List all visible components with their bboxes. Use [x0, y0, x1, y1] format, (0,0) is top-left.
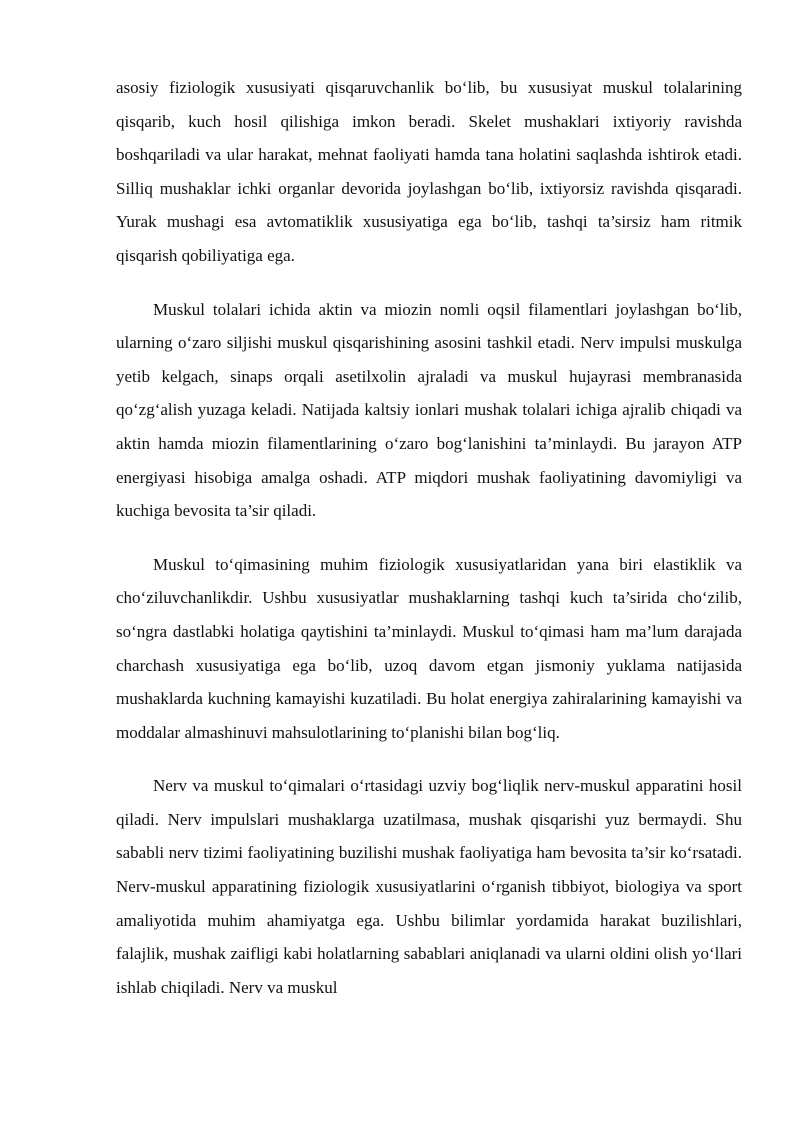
document-page: [116, 71, 742, 1024]
paragraph-elasticity: Muskul to‘qimasining muhim fiziologik xususiyatlaridan yana biri elastiklik va cho‘ziluvchanlikdir. Ushbu xususiyatlar mushaklarning tashqi kuch ta’sirida cho‘zilib, so‘ngra dastlabki holatiga qaytishini ta’minlaydi. Muskul to‘qimasi ham ma’lum darajada charchash xususiyatiga ega bo‘lib, uzoq davom etgan jismoniy yuklama natijasida mushaklarda kuchning kamayishi kuzatiladi. Bu holat energiya zahiralarining kamayishi va moddalar almashinuvi mahsulotlarining to‘planishi bilan bog‘liq.: [116, 554, 742, 742]
paragraph-actin-myosin: Muskul tolalari ichida aktin va miozin nomli oqsil filamentlari joylashgan bo‘lib, ularning o‘zaro siljishi muskul qisqarishining asosini tashkil etadi. Nerv impulsi muskulga yetib kelgach, sinaps orqali asetilxolin ajraladi va muskul hujayrasi membranasida qo‘zg‘alish yuzaga keladi. Natijada kaltsiy ionlari mushak tolalari ichiga ajralib chiqadi va aktin hamda miozin filamentlarining o‘zaro bog‘lanishini ta’minlaydi. Bu jarayon ATP energiyasi hisobiga amalga oshadi. ATP miqdori mushak faoliyatining davomiyligi va kuchiga bevosita ta’sir qiladi.: [116, 299, 742, 521]
paragraph-neuromuscular: Nerv va muskul to‘qimalari o‘rtasidagi uzviy bog‘liqlik nerv-muskul apparatini hosil qiladi. Nerv impulslari mushaklarga uzatilmasa, mushak qisqarishi yuz bermaydi. Shu sababli nerv tizimi faoliyatining buzilishi mushak faoliyatiga ham bevosita ta’sir ko‘rsatadi. Nerv-muskul apparatining fiziologik xususiyatlarini o‘rganish tibbiyot, biologiya va sport amaliyotida muhim ahamiyatga ega. Ushbu bilimlar yordamida harakat buzilishlari, falajlik, mushak zaifligi kabi holatlarning sabablari aniqlanadi va ularni oldini olish yo‘llari ishlab chiqiladi. Nerv va muskul: [116, 776, 742, 997]
paragraph-continuation: asosiy fiziologik xususiyati qisqaruvchanlik bo‘lib, bu xususiyat muskul tolalarining qisqarib, kuch hosil qilishiga imkon beradi. Skelet mushaklari ixtiyoriy ravishda boshqariladi va ular harakat, mehnat faoliyati hamda tana holatini saqlashda ishtirok etadi. Silliq mushaklar ichki organlar devorida joylashgan bo‘lib, ixtiyorsiz ravishda qisqaradi. Yurak mushagi esa avtomatiklik xususiyatiga ega bo‘lib, tashqi ta’sirsiz ham ritmik qisqarish qobiliyatiga ega.: [116, 78, 742, 265]
